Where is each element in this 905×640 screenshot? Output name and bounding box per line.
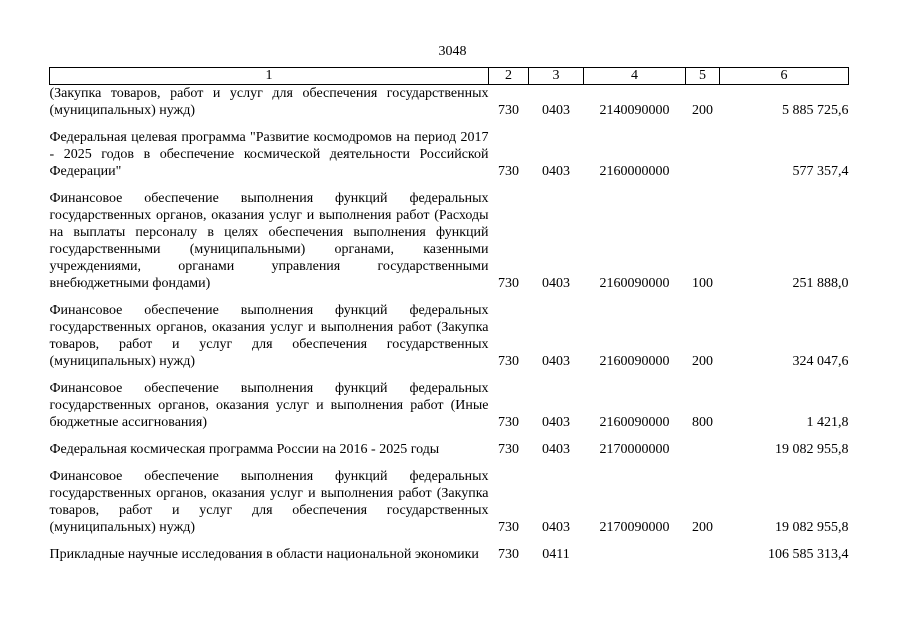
header-col-5: 5 xyxy=(686,68,720,85)
row-ministry-code: 730 xyxy=(498,164,519,179)
row-description: Прикладные научные исследования в области национальной экономики xyxy=(49,547,479,562)
row-description: Финансовое обеспечение выполнения функций федеральных государственных органов, оказания услуг и выполнения работ (Закупка товаров, работ и услуг для обеспечения государственных (муниципальных) нужд) xyxy=(49,469,489,535)
header-col-4: 4 xyxy=(584,68,686,85)
table-row xyxy=(50,129,849,180)
budget-table xyxy=(49,67,849,563)
row-section-code: 0403 xyxy=(542,520,570,535)
header-col-3: 3 xyxy=(529,68,584,85)
row-section-code: 0403 xyxy=(542,103,570,118)
row-expense-type: 100 xyxy=(692,276,713,291)
row-section-code: 0403 xyxy=(542,415,570,430)
row-amount: 577 357,4 xyxy=(792,164,849,179)
row-ministry-code: 730 xyxy=(498,547,519,562)
row-target-article: 2170090000 xyxy=(599,520,670,535)
row-amount: 251 888,0 xyxy=(792,276,849,291)
row-section-code: 0403 xyxy=(542,354,570,369)
column-number-header xyxy=(50,68,849,85)
row-expense-type: 200 xyxy=(692,354,713,369)
table-row xyxy=(50,441,849,458)
row-ministry-code: 730 xyxy=(498,520,519,535)
table-row xyxy=(50,380,849,431)
row-section-code: 0411 xyxy=(542,547,570,562)
row-amount: 1 421,8 xyxy=(806,415,849,430)
page-number: 3048 xyxy=(438,44,467,59)
row-description: Федеральная целевая программа "Развитие космодромов на период 2017 - 2025 годов в обеспечение космической деятельности Российской Федерации" xyxy=(49,130,489,179)
row-description: (Закупка товаров, работ и услуг для обеспечения государственных (муниципальных) нужд) xyxy=(49,86,489,118)
row-section-code: 0403 xyxy=(542,276,570,291)
row-ministry-code: 730 xyxy=(498,442,519,457)
row-target-article: 2170000000 xyxy=(599,442,670,457)
row-target-article: 2160090000 xyxy=(599,354,670,369)
row-description: Финансовое обеспечение выполнения функций федеральных государственных органов, оказания услуг и выполнения работ (Иные бюджетные ассигнования) xyxy=(49,381,489,430)
table-row xyxy=(50,190,849,292)
table-row xyxy=(50,468,849,536)
header-col-6: 6 xyxy=(720,68,849,85)
row-expense-type xyxy=(686,441,720,458)
row-target-article: 2140090000 xyxy=(599,103,670,118)
row-target-article xyxy=(584,546,686,563)
row-amount: 5 885 725,6 xyxy=(782,103,849,118)
table-row xyxy=(50,85,849,120)
table-row xyxy=(50,302,849,370)
row-description: Финансовое обеспечение выполнения функций федеральных государственных органов, оказания услуг и выполнения работ (Закупка товаров, работ и услуг для обеспечения государственных (муниципальных) нужд) xyxy=(49,303,489,369)
row-ministry-code: 730 xyxy=(498,415,519,430)
row-expense-type xyxy=(686,129,720,180)
row-target-article: 2160090000 xyxy=(599,415,670,430)
row-section-code: 0403 xyxy=(542,442,570,457)
row-ministry-code: 730 xyxy=(498,103,519,118)
row-section-code: 0403 xyxy=(542,164,570,179)
row-expense-type: 200 xyxy=(692,103,713,118)
row-description: Федеральная космическая программа России на 2016 - 2025 годы xyxy=(49,442,440,457)
row-expense-type: 200 xyxy=(692,520,713,535)
row-amount: 19 082 955,8 xyxy=(775,520,849,535)
row-amount: 324 047,6 xyxy=(792,354,849,369)
row-target-article: 2160090000 xyxy=(599,276,670,291)
row-description: Финансовое обеспечение выполнения функций федеральных государственных органов, оказания услуг и выполнения работ (Расходы на выплаты персоналу в целях обеспечения выполнения функций государственными (муниципальными) органами, казенными учреждениями, органами управления государственными внебюджетными фондами) xyxy=(49,191,489,291)
header-col-1: 1 xyxy=(50,68,489,85)
row-ministry-code: 730 xyxy=(498,276,519,291)
row-ministry-code: 730 xyxy=(498,354,519,369)
row-amount: 106 585 313,4 xyxy=(768,547,849,562)
row-amount: 19 082 955,8 xyxy=(775,442,849,457)
row-target-article: 2160000000 xyxy=(599,164,670,179)
header-col-2: 2 xyxy=(489,68,529,85)
row-expense-type: 800 xyxy=(692,415,713,430)
row-expense-type xyxy=(686,546,720,563)
table-row xyxy=(50,546,849,563)
